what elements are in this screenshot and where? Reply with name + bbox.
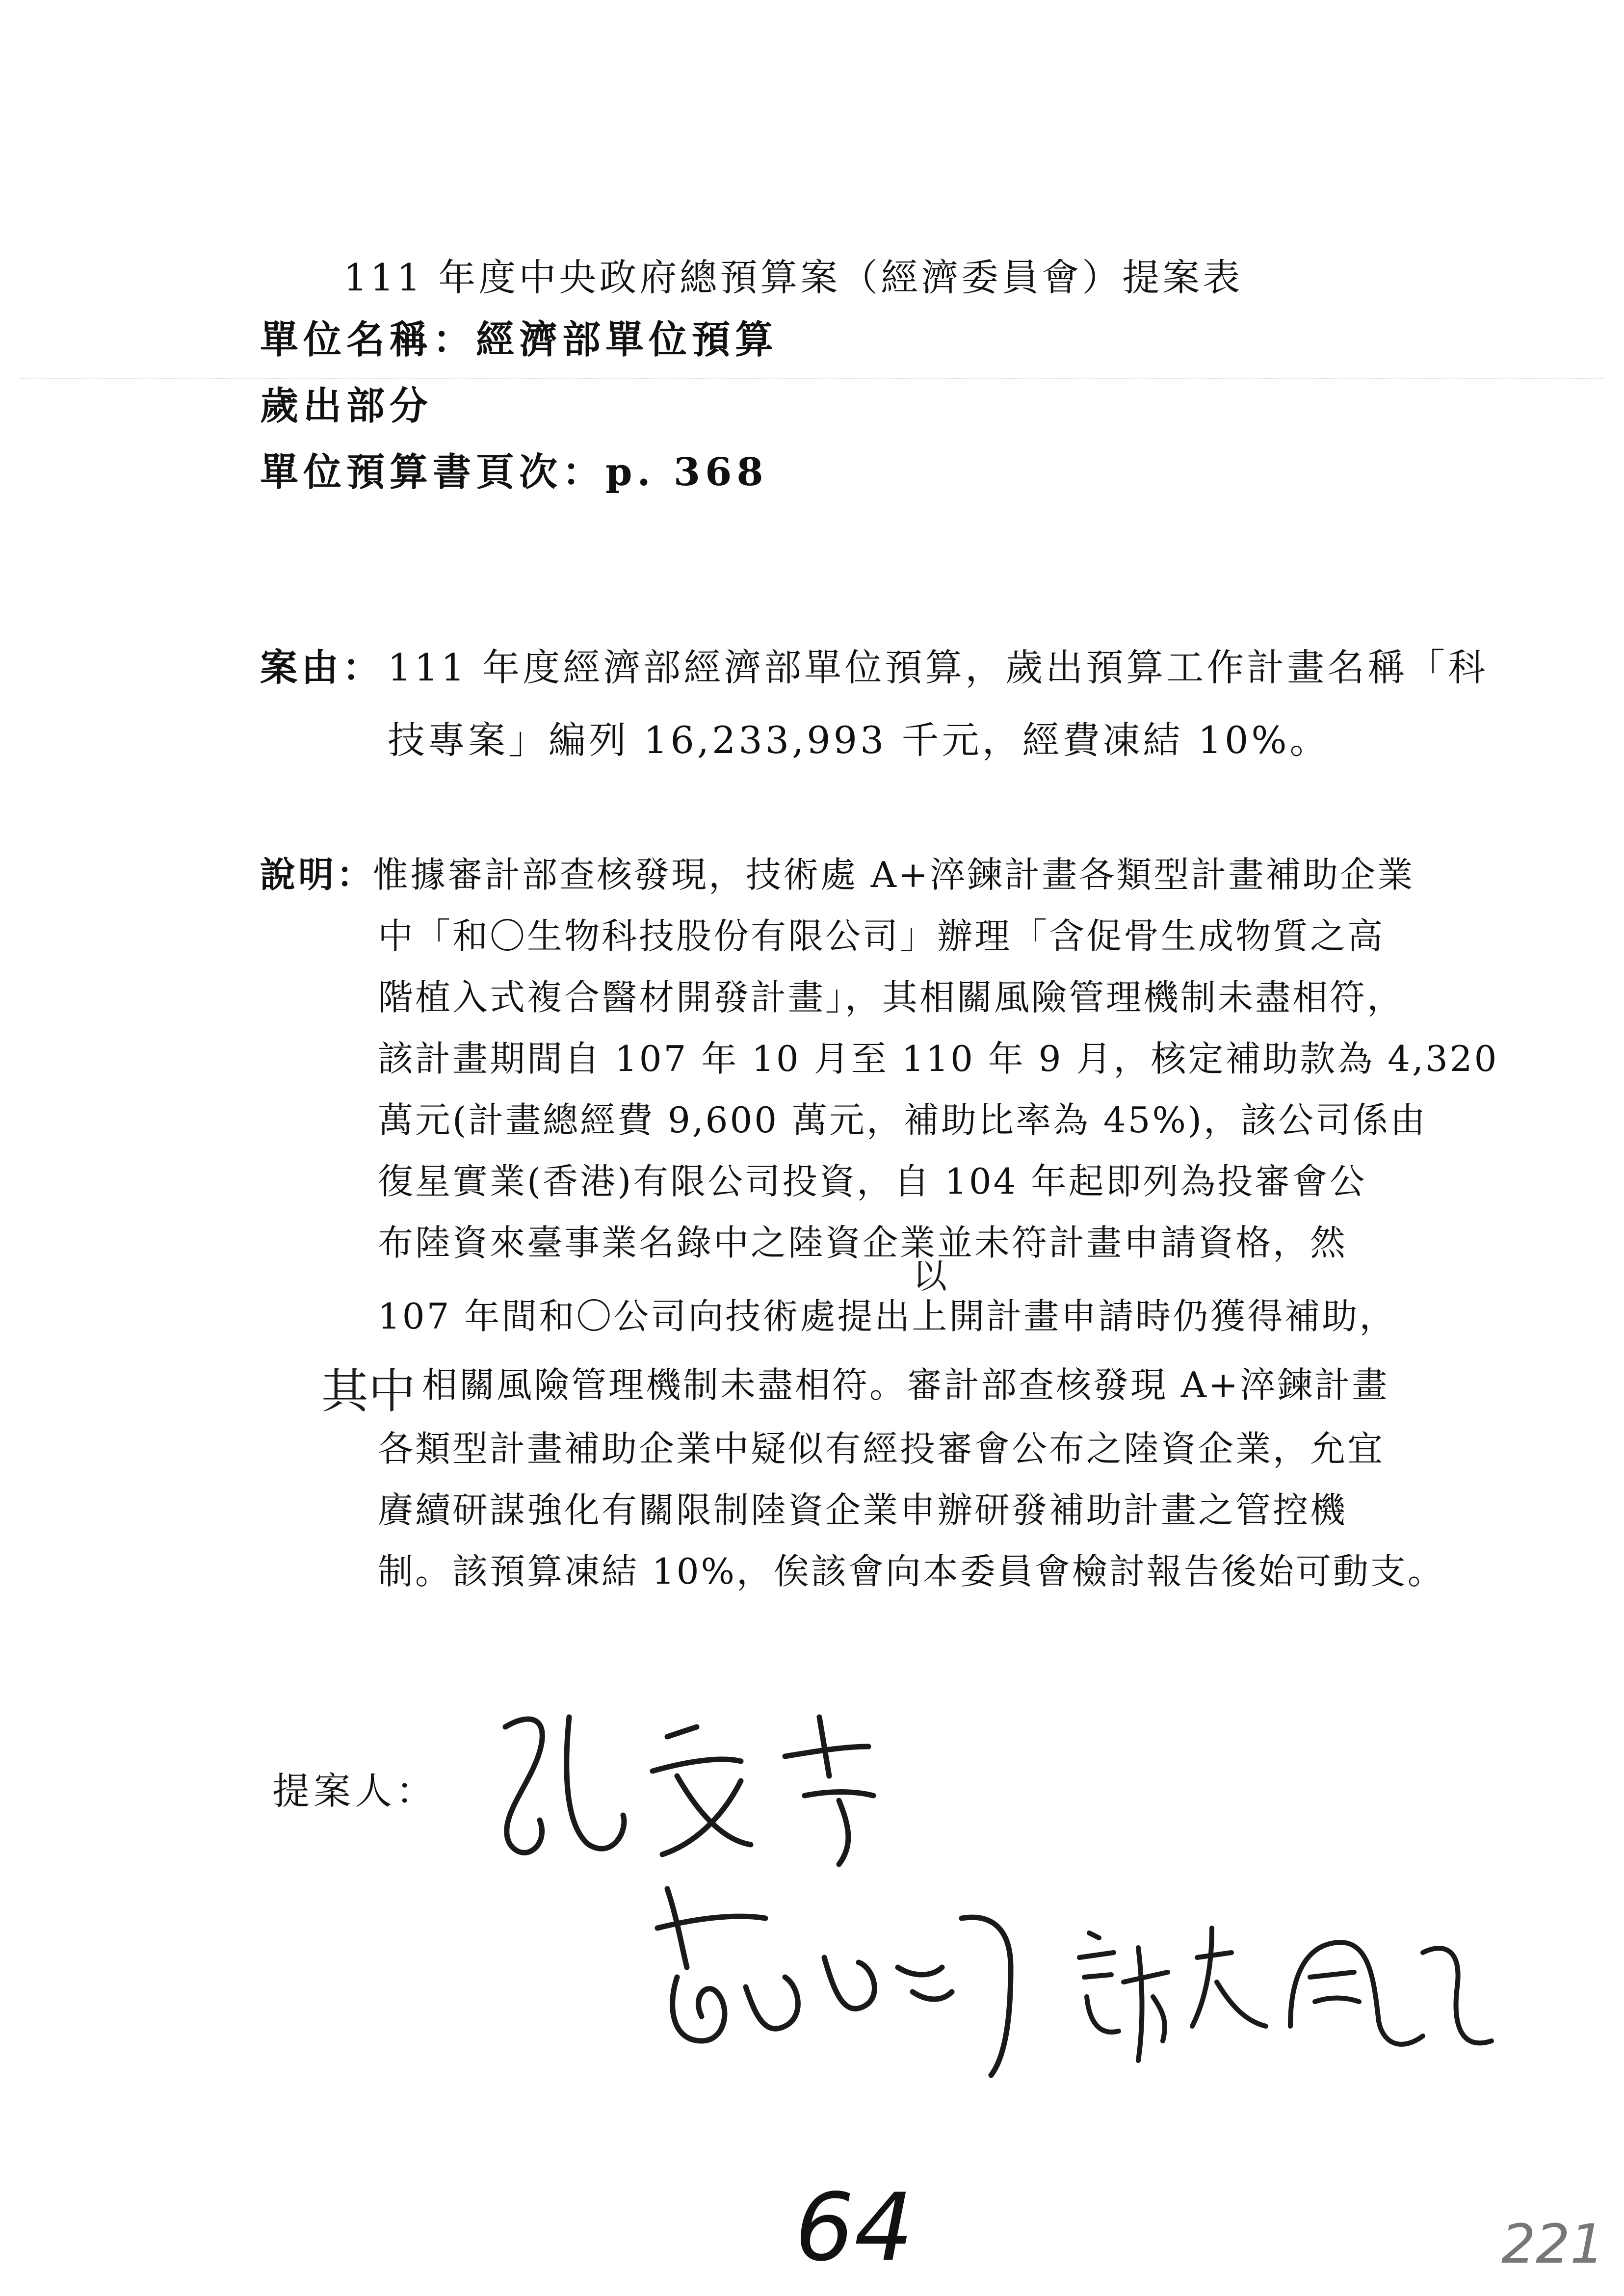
description-line: 復星實業(香港)有限公司投資，自 104 年起即列為投審會公 [378, 1161, 1367, 1202]
description-line: 各類型計畫補助企業中疑似有經投審會公布之陸資企業，允宜 [378, 1428, 1385, 1469]
signature-ge-ru-jun [638, 1879, 1040, 2095]
description-line: 萬元(計畫總經費 9,600 萬元，補助比率為 45%)，該公司係由 [378, 1099, 1427, 1141]
signature-kong-wen-ji [466, 1697, 932, 1884]
section-label: 歲出部分 [260, 384, 433, 428]
scan-artifact-line [20, 378, 1604, 379]
description-line: 中「和〇生物科技股份有限公司」辦理「含促骨生成物質之高 [378, 915, 1385, 957]
handwritten-page-number: 64 [795, 2173, 914, 2282]
case-line: 技專案」編列 16,233,993 千元，經費凍結 10%。 [388, 718, 1330, 762]
description-line: 相關風險管理機制未盡相符。審計部查核發現 A+淬鍊計畫 [422, 1364, 1389, 1406]
case-label: 案由： [260, 646, 384, 689]
description-line: 制。該預算凍結 10%，俟該會向本委員會檢討報告後始可動支。 [378, 1551, 1445, 1592]
corner-page-number: 221 [1501, 2213, 1604, 2275]
unit-name: 單位名稱：經濟部單位預算 [260, 317, 779, 362]
description-line: 階植入式複合醫材開發計畫」，其相關風險管理機制未盡相符， [378, 977, 1405, 1018]
description-line: 107 年間和〇公司向技術處提出上開計畫申請時仍獲得補助， [378, 1296, 1397, 1337]
description-line: 該計畫期間自 107 年 10 月至 110 年 9 月，核定補助款為 4,320 [378, 1038, 1499, 1079]
description-line: 惟據審計部查核發現，技術處 A+淬鍊計畫各類型計畫補助企業 [373, 854, 1415, 895]
description-line: 賡續研謀強化有關限制陸資企業申辦研發補助計畫之管控機 [378, 1489, 1348, 1531]
budget-page-reference: 單位預算書頁次：p. 368 [260, 450, 768, 495]
signature-xie-yi-feng [1070, 1913, 1511, 2075]
description-label: 說明： [260, 854, 375, 895]
handwritten-margin-note: 其中 [321, 1364, 416, 1419]
description-line: 布陸資來臺事業名錄中之陸資企業並未符計畫申請資格，然 [378, 1222, 1348, 1263]
case-line: 111 年度經濟部經濟部單位預算，歲出預算工作計畫名稱「科 [388, 646, 1489, 689]
document-title: 111 年度中央政府總預算案（經濟委員會）提案表 [343, 256, 1243, 299]
handwritten-insertion: 以 [913, 1256, 947, 1296]
proposer-label: 提案人： [272, 1769, 437, 1813]
